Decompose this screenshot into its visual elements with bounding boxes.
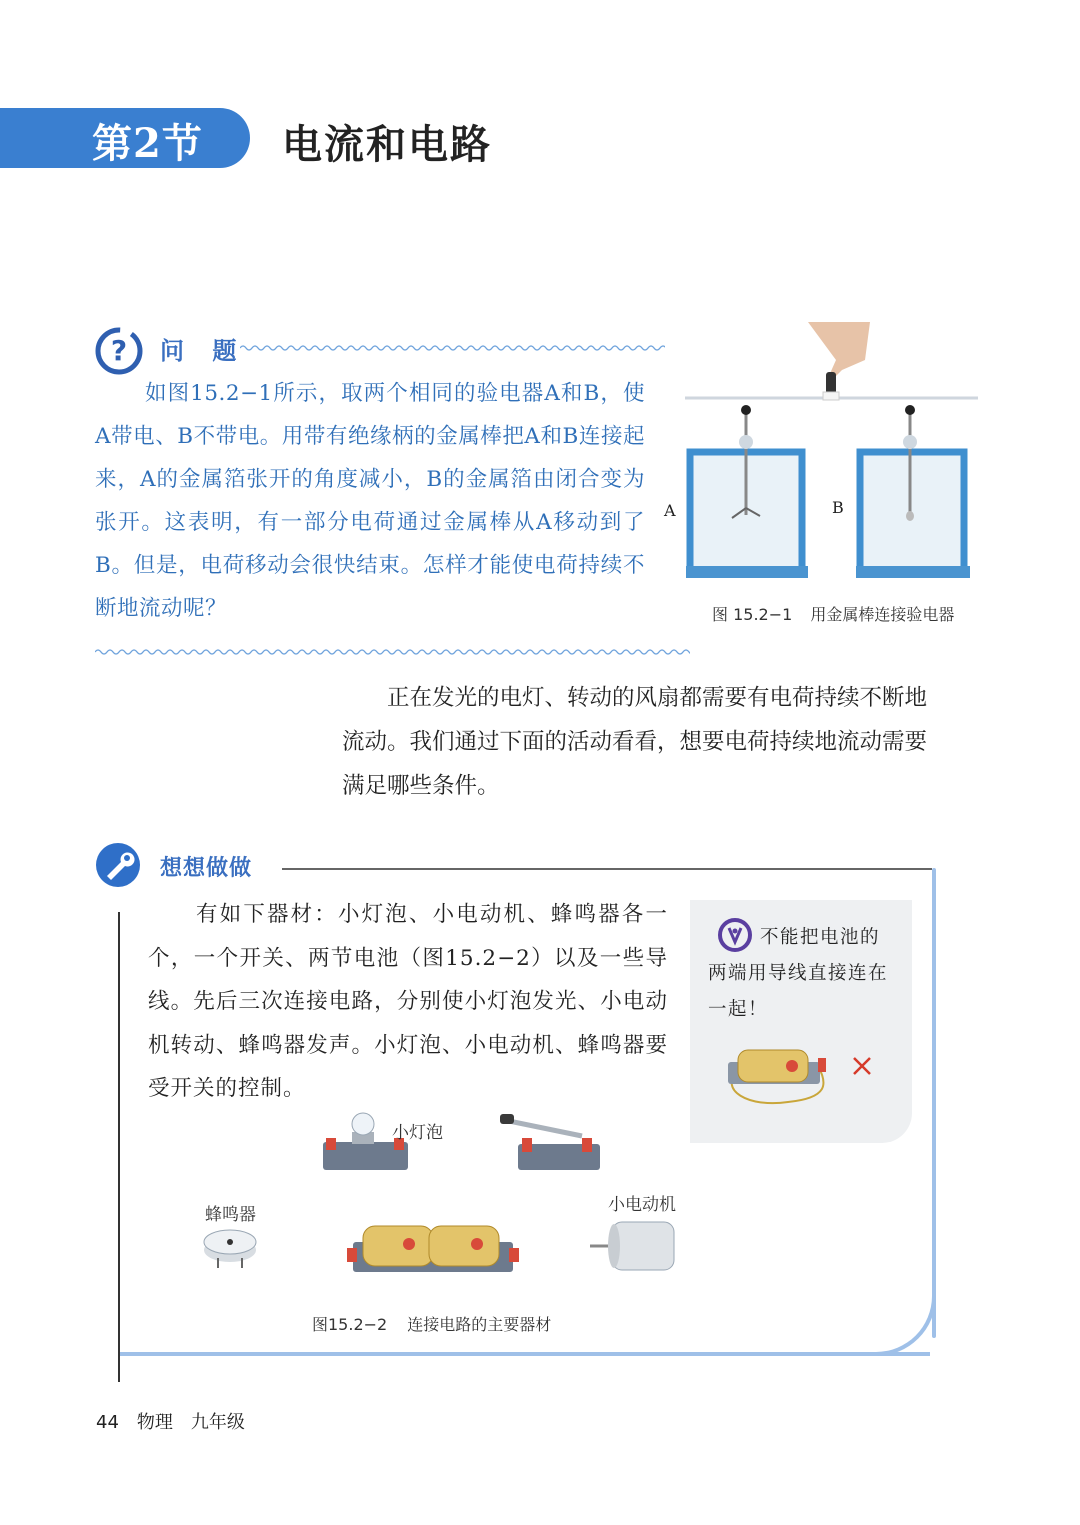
electroscope-a	[686, 405, 808, 578]
activity-text	[148, 893, 668, 1111]
footer-subject: 物理	[136, 1412, 173, 1433]
activity-frame-corner	[868, 1290, 936, 1356]
buzzer-label: 蜂鸣器	[205, 1205, 256, 1225]
cross-icon	[854, 1058, 870, 1074]
figure1-caption-number: 图 15.2−1	[712, 605, 793, 624]
buzzer-image	[200, 1224, 260, 1268]
figure2-caption-number: 图15.2−2	[312, 1315, 388, 1334]
question-text	[95, 372, 645, 630]
electroscope-figure	[660, 320, 990, 590]
question-icon	[95, 327, 143, 375]
activity-paragraph: 有如下器材：小灯泡、小电动机、蜂鸣器各一个，一个开关、两节电池（图15.2−2）以及一些导线。先后三次连接电路，分别使小灯泡发光、小电动机转动、蜂鸣器发声。小灯泡、小电动机、蜂鸣器要受开关的控制。	[148, 902, 668, 1101]
intro-paragraph: 正在发光的电灯、转动的风扇都需要有电荷持续不断地流动。我们通过下面的活动看看，想要电荷持续地流动需要满足哪些条件。	[342, 685, 928, 799]
electroscope-b	[856, 405, 970, 578]
figure1-caption	[712, 602, 954, 625]
hand-image	[808, 322, 870, 380]
svg-text:?: ?	[110, 334, 128, 367]
battery-short-circuit-illustration	[718, 1040, 878, 1110]
activity-heading: 想想做做	[160, 856, 253, 881]
activity-frame-right	[932, 868, 936, 1338]
figure1-caption-text: 用金属棒连接验电器	[810, 605, 955, 624]
motor-image	[590, 1216, 680, 1278]
page-footer	[96, 1408, 245, 1434]
activity-frame-bottom	[118, 1352, 930, 1356]
intro-text	[342, 676, 942, 808]
batteries-image	[345, 1220, 520, 1276]
label-b: B	[832, 498, 844, 517]
section-title: 电流和电路	[282, 121, 492, 168]
figure2-caption	[312, 1312, 551, 1335]
motor-label: 小电动机	[608, 1195, 676, 1215]
warning-text	[708, 920, 898, 1028]
bulb-label: 小灯泡	[392, 1123, 443, 1143]
figure2-caption-text: 连接电路的主要器材	[407, 1315, 552, 1334]
question-heading: 问 题	[160, 337, 247, 365]
wrench-icon	[95, 842, 141, 888]
activity-header-rule	[282, 868, 932, 870]
warning-paragraph: 不能把电池的两端用导线直接连在一起！	[708, 927, 889, 1020]
margin-rule	[118, 912, 120, 1382]
question-paragraph: 如图15.2−1所示，取两个相同的验电器A和B，使A带电、B不带电。用带有绝缘柄的金属棒把A和B连接起来，A的金属箔张开的角度减小，B的金属箔由闭合变为张开。这表明，有一部分电荷通过金属棒从A移动到了B。但是，电荷移动会很快结束。怎样才能使电荷持续不断地流动呢？	[95, 381, 645, 621]
wavy-divider-bottom	[95, 648, 690, 656]
switch-image	[500, 1112, 605, 1174]
section-number: 第2节	[92, 120, 203, 167]
wavy-divider	[240, 344, 665, 352]
footer-grade: 九年级	[190, 1412, 245, 1433]
label-a: A	[664, 501, 676, 520]
page-number: 44	[96, 1412, 119, 1433]
